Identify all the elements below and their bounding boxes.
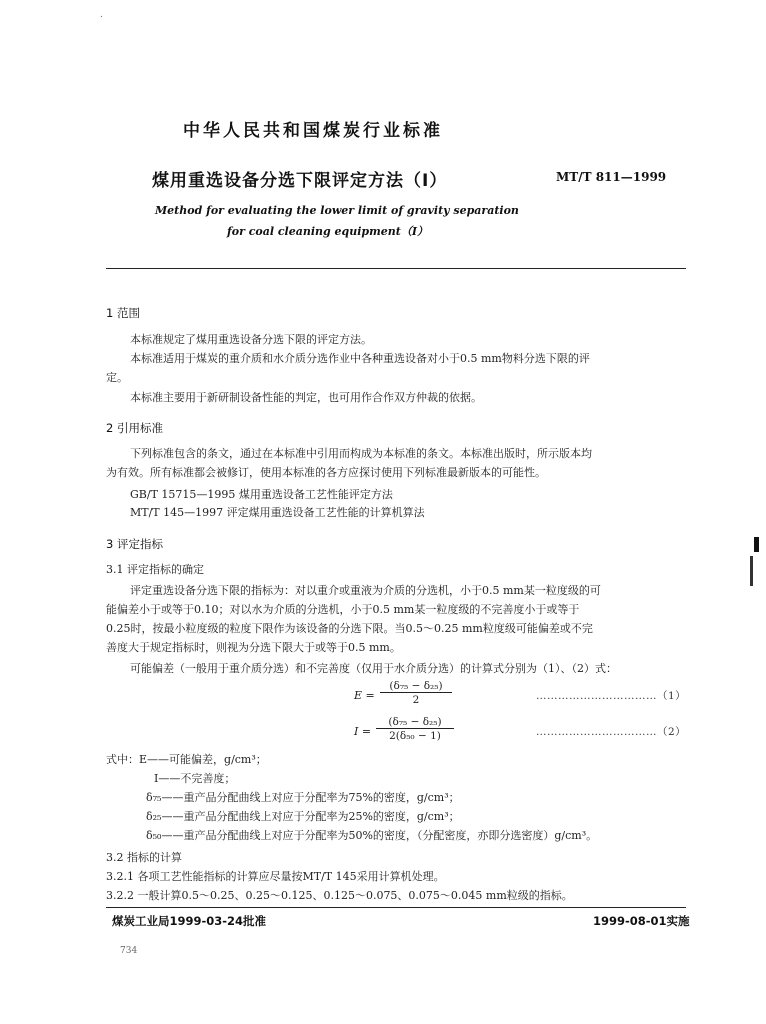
page-number: 734 [120,946,138,956]
equation-2-lhs: I = [354,725,372,738]
section-3-para-1d: 善度大于规定指标时，则视为分选下限大于或等于0.5 mm。 [106,641,401,654]
equation-2-number: ……………………………（2） [536,726,687,738]
reference-mtt-145: MT/T 145—1997 评定煤用重选设备工艺性能的计算机算法 [130,506,425,519]
equation-1-numerator: (δ₇₅ − δ₂₅) [380,680,452,693]
section-1-para-1: 本标准规定了煤用重选设备分选下限的评定方法。 [130,333,372,346]
subsection-3-2-1: 3.2.1 各项工艺性能指标的计算应尽量按MT/T 145采用计算机处理。 [106,870,445,883]
approval-date: 煤炭工业局1999-03-24批准 [112,914,267,928]
standard-number: MT/T 811—1999 [556,170,667,184]
where-i: I——不完善度； [154,772,236,785]
scan-edge-mark-1 [754,537,759,552]
section-3-para-2: 可能偏差（一般用于重介质分选）和不完善度（仅用于水介质分选）的计算式分别为（1）、（2）式： [130,662,617,675]
equation-2-numerator: (δ₇₅ − δ₂₅) [376,716,454,729]
standard-title-cn: 煤用重选设备分选下限评定方法（Ⅰ） [152,171,448,191]
section-3-para-1a: 评定重选设备分选下限的指标为：对以重介或重液为介质的分选机，小于0.5 mm某一粒度级的可 [130,584,601,597]
section-1-para-2: 本标准适用于煤炭的重介质和水介质分选作业中各种重选设备对小于0.5 mm物料分选下限的评 [130,352,590,365]
footer-divider [106,907,686,908]
equation-2-denominator: 2(δ₅₀ − 1) [389,730,441,742]
equation-1-denominator: 2 [412,694,420,706]
corner-mark: . [100,10,103,20]
where-delta-25: δ₂₅——重产品分配曲线上对应于分配率为25%的密度，g/cm³； [146,810,460,823]
effective-date: 1999-08-01实施 [593,914,690,928]
subsection-3-2-2: 3.2.2 一般计算0.5～0.25、0.25～0.125、0.125～0.075、0.075～0.045 mm粒级的指标。 [106,889,573,902]
header-divider [106,268,686,269]
subsection-3-2-heading: 3.2 指标的计算 [106,851,182,864]
equation-1-number: ……………………………（1） [536,690,687,702]
section-1-para-3: 本标准主要用于新研制设备性能的判定，也可用作合作双方仲裁的依据。 [130,391,482,404]
standard-title-en-line1: Method for evaluating the lower limit of gravity separation [155,204,519,217]
org-title: 中华人民共和国煤炭行业标准 [183,121,443,141]
section-1-para-2-cont: 定。 [106,371,128,384]
equation-1-lhs: E = [354,689,375,702]
section-3-para-1b: 能偏差小于或等于0.10；对以水为介质的分选机，小于0.5 mm某一粒度级的不完善度小于或等于 [106,603,580,616]
equation-2-fraction [376,716,454,742]
where-delta-50: δ₅₀——重产品分配曲线上对应于分配率为50%的密度，（分配密度，亦即分选密度）g/cm³。 [146,829,598,842]
section-3-para-1c: 0.25时，按最小粒度级的粒度下限作为该设备的分选下限。当0.5～0.25 mm粒度级可能偏差或不完 [106,622,593,635]
standard-title-en-line2: for coal cleaning equipment（Ⅰ） [227,225,428,238]
where-e: 式中：E——可能偏差，g/cm³； [106,753,267,766]
reference-gbt-15715: GB/T 15715—1995 煤用重选设备工艺性能评定方法 [130,488,393,501]
section-2-para-1-cont: 为有效。所有标准都会被修订，使用本标准的各方应探讨使用下列标准最新版本的可能性。 [106,466,546,479]
scan-edge-mark-2 [750,556,753,586]
section-2-para-1: 下列标准包含的条文，通过在本标准中引用而构成为本标准的条文。本标准出版时，所示版本均 [130,447,592,460]
section-1-heading: 1 范围 [106,306,140,320]
where-delta-75: δ₇₅——重产品分配曲线上对应于分配率为75%的密度，g/cm³； [146,791,460,804]
section-2-heading: 2 引用标准 [106,421,163,435]
equation-1-fraction [380,680,452,706]
subsection-3-1-heading: 3.1 评定指标的确定 [106,563,204,576]
section-3-heading: 3 评定指标 [106,537,163,551]
